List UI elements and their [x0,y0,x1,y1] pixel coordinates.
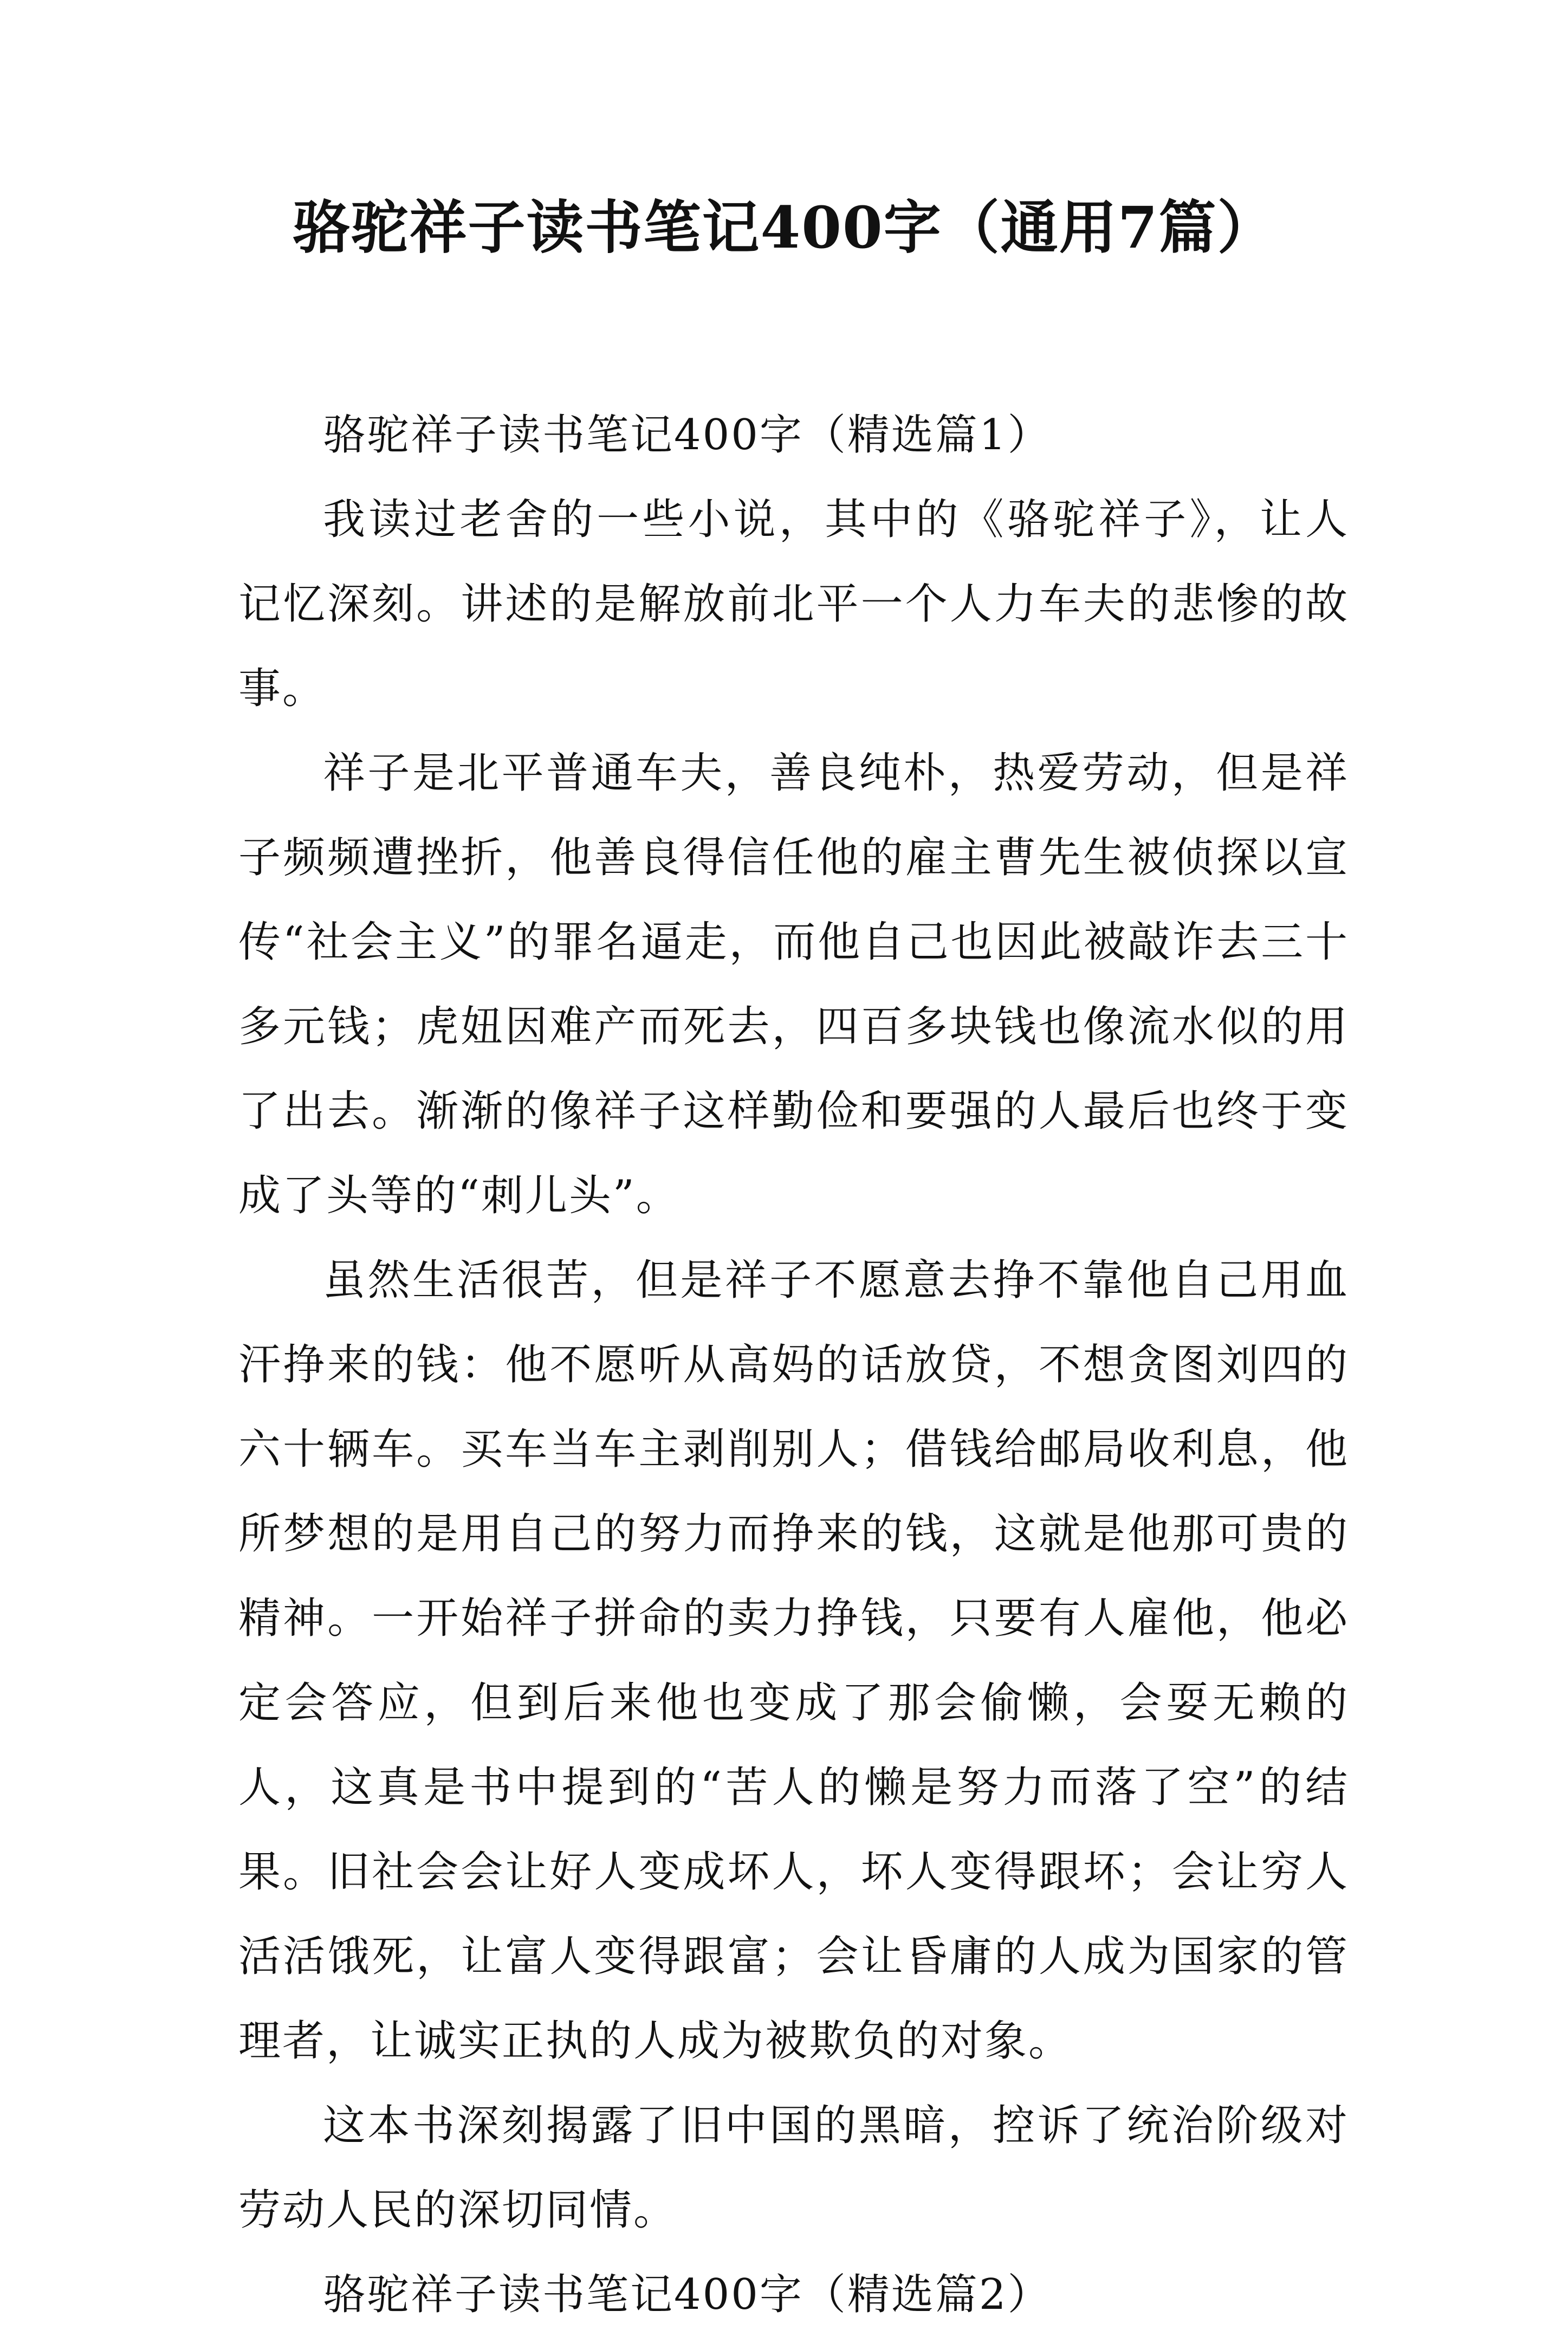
paragraph-1: 我读过老舍的一些小说，其中的《骆驼祥子》，让人记忆深刻。讲述的是解放前北平一个人力车夫的悲惨的故事。 [238,495,1349,713]
document-title: 骆驼祥子读书笔记400字（通用7篇） [292,193,1276,261]
document-body [238,393,1349,2337]
section-heading-1: 骆驼祥子读书笔记400字（精选篇1） [323,411,1052,459]
paragraph-2: 祥子是北平普通车夫，善良纯朴，热爱劳动，但是祥子频频遭挫折，他善良得信任他的雇主曹先生被侦探以宣传“社会主义”的罪名逼走，而他自己也因此被敲诈去三十多元钱；虎妞因难产而死去，四百多块钱也像流水似的用了出去。渐渐的像祥子这样勤俭和要强的人最后也终于变成了头等的“刺儿头”。 [238,749,1349,1220]
section-heading-2: 骆驼祥子读书笔记400字（精选篇2） [323,2270,1052,2319]
paragraph-3: 虽然生活很苦，但是祥子不愿意去挣不靠他自己用血汗挣来的钱：他不愿听从高妈的话放贷，不想贪图刘四的六十辆车。买车当车主剥削别人；借钱给邮局收利息，他所梦想的是用自己的努力而挣来的钱，这就是他那可贵的精神。一开始祥子拼命的卖力挣钱，只要有人雇他，他必定会答应，但到后来他也变成了那会偷懒，会耍无赖的人，这真是书中提到的“苦人的懒是努力而落了空”的结果。旧社会会让好人变成坏人，坏人变得跟坏；会让穷人活活饿死，让富人变得跟富；会让昏庸的人成为国家的管理者，让诚实正执的人成为被欺负的对象。 [238,1256,1349,2066]
paragraph-4: 这本书深刻揭露了旧中国的黑暗，控诉了统治阶级对劳动人民的深切同情。 [238,2101,1349,2235]
